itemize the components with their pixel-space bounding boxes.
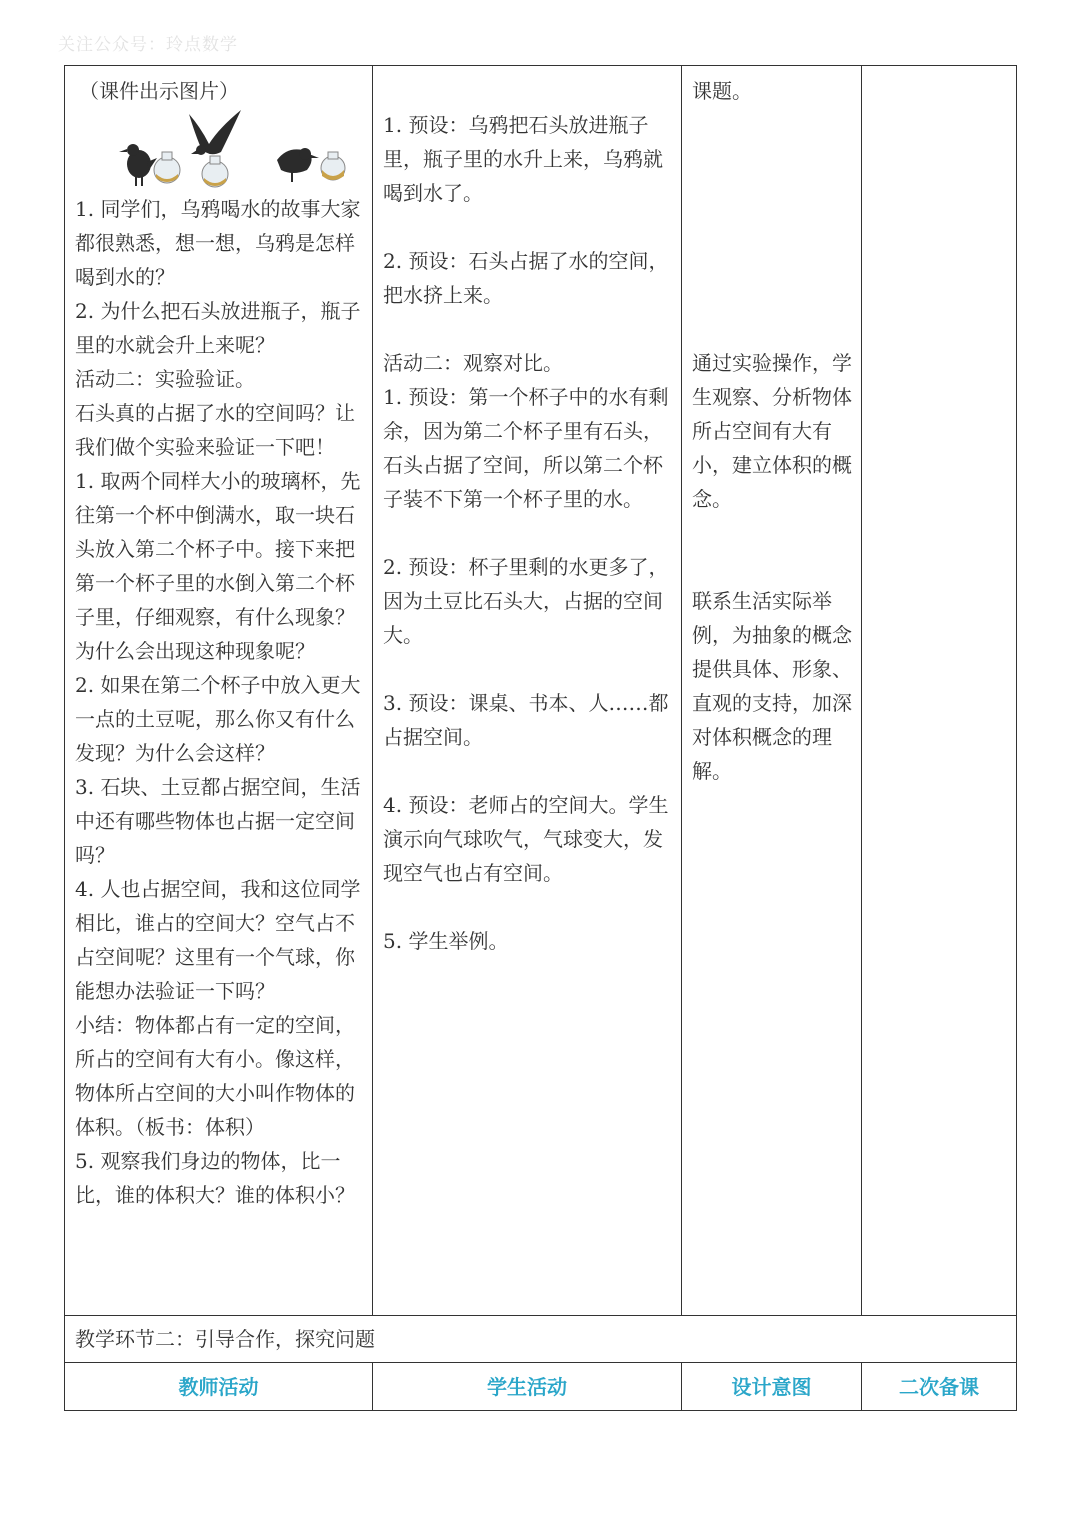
student-text-6: 3. 预设：课桌、书本、人……都占据空间。: [383, 691, 669, 749]
student-activity-cell: [373, 66, 682, 1316]
student-text-1: 1. 预设：乌鸦把石头放进瓶子里，瓶子里的水升上来，乌鸦就喝到水了。: [383, 113, 663, 205]
intent-text-1: 课题。: [692, 79, 752, 103]
student-text-8: 5. 学生举例。: [383, 929, 509, 953]
crow-2: [189, 110, 241, 155]
header-student-activity: 学生活动: [373, 1363, 682, 1411]
design-intent-cell: [682, 66, 862, 1316]
pitcher-2: [202, 156, 228, 187]
teacher-activity-cell: [65, 66, 373, 1316]
pitcher-3: [321, 152, 345, 180]
student-text-2: 2. 预设：石头占据了水的空间，把水挤上来。: [383, 249, 669, 307]
intent-text-3: 联系生活实际举例，为抽象的概念提供具体、形象、直观的支持，加深对体积概念的理解。: [692, 589, 852, 783]
teacher-text-4: 石头真的占据了水的空间吗？让我们做个实验来验证一下吧！: [75, 401, 355, 459]
caption: （课件出示图片）: [79, 79, 239, 103]
header-teacher-activity: 教师活动: [65, 1363, 373, 1411]
header-second-prep: 二次备课: [862, 1363, 1017, 1411]
intent-text-2: 通过实验操作，学生观察、分析物体所占空间有大有小，建立体积的概念。: [692, 351, 852, 511]
lesson-table: [64, 65, 1017, 1411]
teacher-text-8: 4. 人也占据空间，我和这位同学相比，谁占的空间大？空气占不占空间呢？这里有一个气球，你能想办法验证一下吗？: [75, 877, 361, 1003]
teacher-text-3: 活动二：实验验证。: [75, 367, 255, 391]
teacher-text-10: 5. 观察我们身边的物体，比一比，谁的体积大？谁的体积小？: [75, 1149, 355, 1207]
header-row: [65, 1363, 1017, 1411]
crow-pitcher-image: [109, 108, 359, 192]
header-design-intent: 设计意图: [682, 1363, 862, 1411]
teacher-text-9: 小结：物体都占有一定的空间，所占的空间有大有小。像这样，物体所占空间的大小叫作物体的体积。（板书：体积）: [75, 1013, 355, 1139]
student-text-7: 4. 预设：老师占的空间大。学生演示向气球吹气，气球变大，发现空气也占有空间。: [383, 793, 669, 885]
section-title: 教学环节二：引导合作，探究问题: [65, 1316, 1017, 1363]
crow-illustration: [75, 108, 364, 192]
second-prep-cell: [862, 66, 1017, 1316]
teacher-text-2: 2. 为什么把石头放进瓶子，瓶子里的水就会升上来呢？: [75, 299, 361, 357]
student-text-3: 活动二：观察对比。: [383, 351, 563, 375]
crow-3: [277, 148, 319, 182]
student-text-5: 2. 预设：杯子里剩的水更多了，因为土豆比石头大，占据的空间大。: [383, 555, 669, 647]
teacher-text-1: 1. 同学们，乌鸦喝水的故事大家都很熟悉，想一想，乌鸦是怎样喝到水的？: [75, 197, 361, 289]
teacher-text-6: 2. 如果在第二个杯子中放入更大一点的土豆呢，那么你又有什么发现？为什么会这样？: [75, 673, 361, 765]
content-row: [65, 66, 1017, 1316]
section-row: [65, 1316, 1017, 1363]
watermark: 关注公众号：玲点数学: [58, 35, 238, 55]
teacher-text-7: 3. 石块、土豆都占据空间，生活中还有哪些物体也占据一定空间吗？: [75, 775, 361, 867]
pitcher-1: [154, 152, 180, 183]
teacher-text-5: 1. 取两个同样大小的玻璃杯，先往第一个杯中倒满水，取一块石头放入第二个杯子中。接下来把第一个杯子里的水倒入第二个杯子里，仔细观察，有什么现象？为什么会出现这种现象呢？: [75, 469, 361, 663]
crow-1: [119, 144, 157, 186]
student-text-4: 1. 预设：第一个杯子中的水有剩余，因为第二个杯子里有石头，石头占据了空间，所以第二个杯子装不下第一个杯子里的水。: [383, 385, 669, 511]
